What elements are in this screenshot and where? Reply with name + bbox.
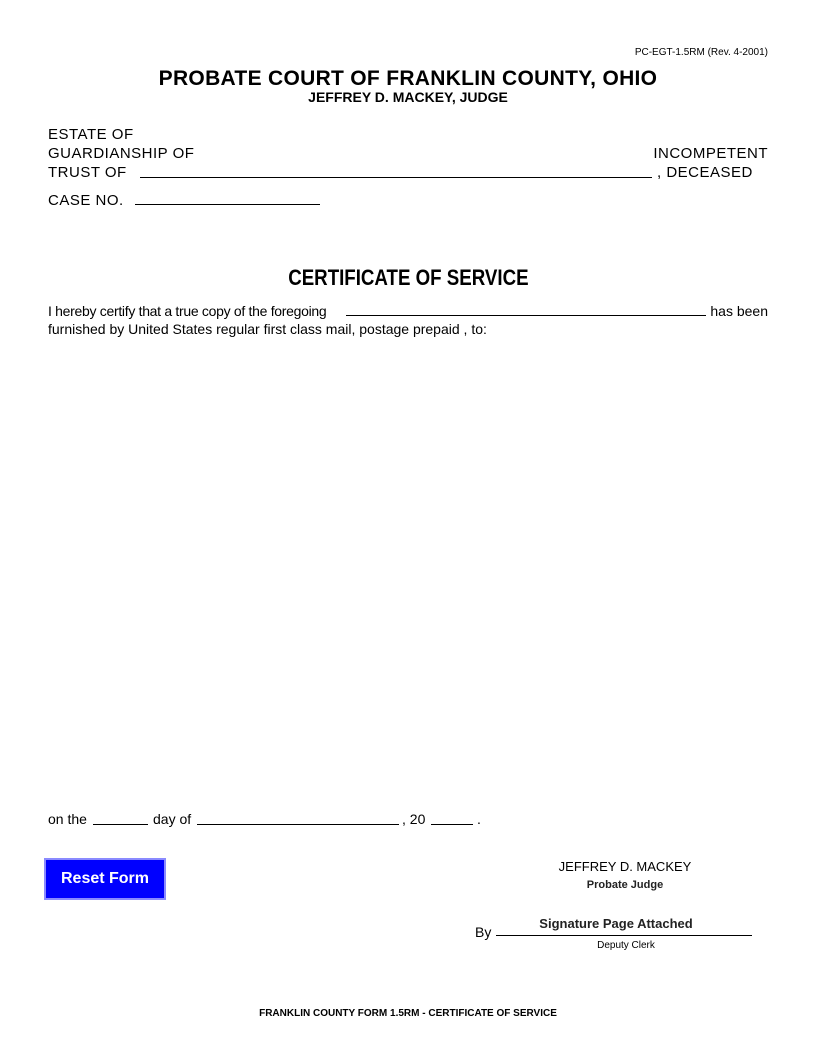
footer: FRANKLIN COUNTY FORM 1.5RM - CERTIFICATE OF SERVICE — [259, 1008, 557, 1019]
signing-judge-name: JEFFREY D. MACKEY — [558, 859, 692, 874]
year-input[interactable] — [431, 810, 473, 825]
estate-of-label: ESTATE OF — [48, 126, 134, 143]
month-input[interactable] — [197, 810, 399, 825]
has-been-text: has been — [710, 303, 768, 319]
guardianship-of-label: GUARDIANSHIP OF — [48, 145, 195, 162]
deputy-clerk-label: Deputy Clerk — [597, 940, 655, 951]
year-prefix-label: , 20 — [402, 811, 426, 827]
period: . — [477, 811, 481, 827]
case-number-input[interactable] — [135, 190, 320, 205]
reset-form-button[interactable]: Reset Form — [44, 858, 166, 900]
signing-judge-title: Probate Judge — [586, 879, 664, 891]
certificate-title — [0, 265, 816, 291]
deceased-label: , DECEASED — [657, 164, 753, 181]
court-title: PROBATE COURT OF FRANKLIN COUNTY, OHIO — [158, 67, 658, 90]
judge-subtitle: JEFFREY D. MACKEY, JUDGE — [308, 89, 508, 105]
document-input[interactable] — [346, 301, 706, 316]
form-id: PC-EGT-1.5RM (Rev. 4-2001) — [634, 47, 768, 58]
signature-line — [496, 935, 752, 936]
furnished-text: furnished by United States regular first class mail, postage prepaid , to: — [48, 321, 487, 337]
day-of-label: day of — [153, 811, 192, 827]
party-name-input[interactable] — [140, 163, 652, 178]
on-the-label: on the — [48, 811, 87, 827]
case-no-label: CASE NO. — [48, 192, 124, 209]
trust-of-label: TRUST OF — [48, 164, 127, 181]
recipients-textarea[interactable] — [48, 342, 772, 806]
certificate-title-text: CERTIFICATE OF SERVICE — [287, 265, 529, 290]
certify-text: I hereby certify that a true copy of the foregoing — [48, 303, 327, 319]
incompetent-label: INCOMPETENT — [653, 145, 768, 162]
day-input[interactable] — [93, 810, 148, 825]
by-label: By — [475, 924, 492, 940]
signature-field[interactable]: Signature Page Attached — [539, 916, 693, 931]
